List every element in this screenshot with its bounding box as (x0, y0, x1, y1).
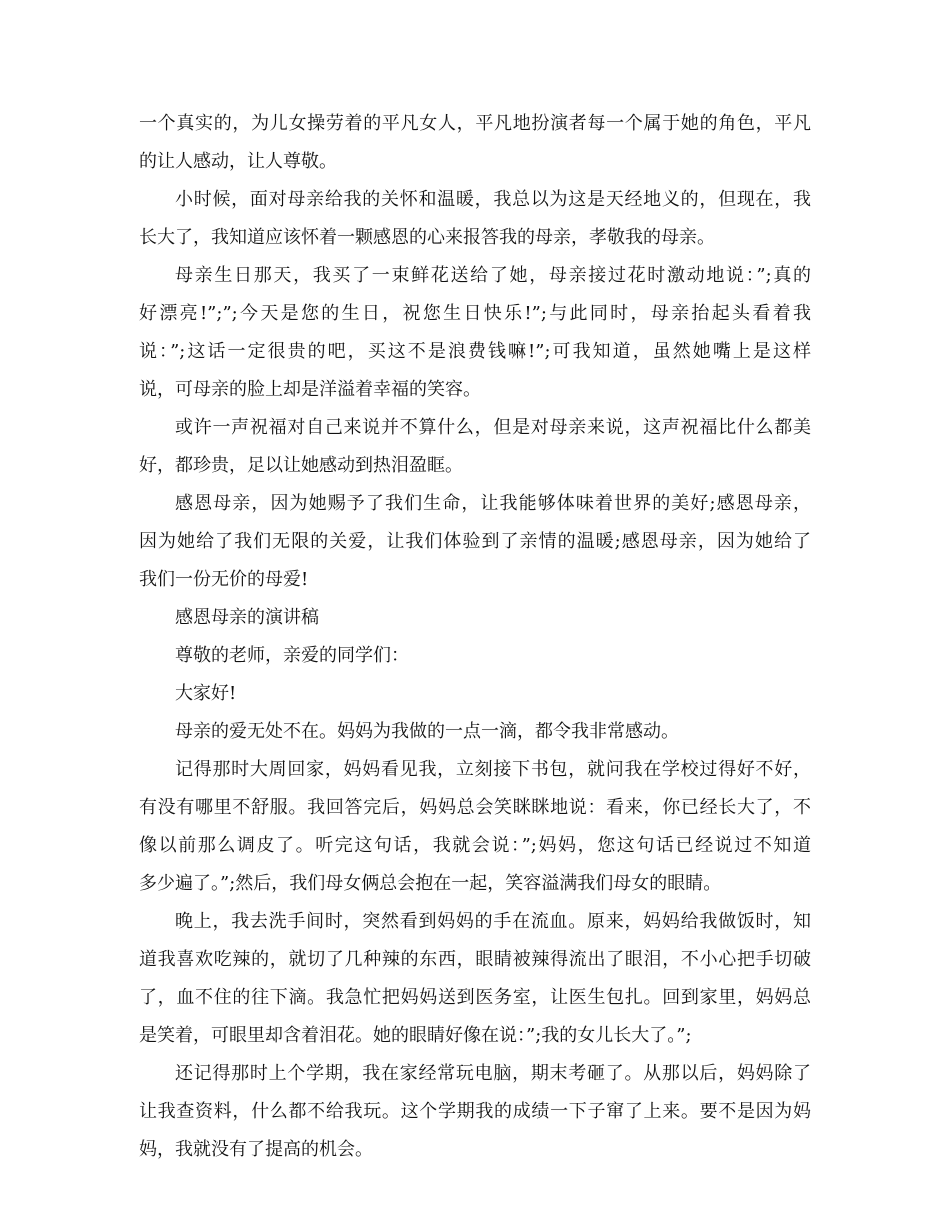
document-body (139, 105, 811, 1169)
text-line: 说：”;这话一定很贵的吧，买这不是浪费钱嘛!”;可我知道，虽然她嘴上是这样 (139, 341, 811, 362)
text-line: 好漂亮!”;”;今天是您的生日，祝您生日快乐!”;与此同时，母亲抬起头看着我 (139, 303, 811, 324)
text-line: 小时候，面对母亲给我的关怀和温暖，我总以为这是天经地义的，但现在，我 (175, 189, 811, 210)
text-line: 感恩母亲，因为她赐予了我们生命，让我能够体味着世界的美好;感恩母亲， (175, 493, 811, 514)
text-line: 是笑着，可眼里却含着泪花。她的眼睛好像在说：”;我的女儿长大了。”; (139, 1025, 692, 1046)
text-line: 晚上，我去洗手间时，突然看到妈妈的手在流血。原来，妈妈给我做饭时，知 (175, 911, 811, 932)
text-line: 还记得那时上个学期，我在家经常玩电脑，期末考砸了。从那以后，妈妈除了 (175, 1063, 811, 1084)
text-line: 多少遍了。”;然后，我们母女俩总会抱在一起，笑容溢满我们母女的眼睛。 (139, 873, 722, 894)
text-line: 像以前那么调皮了。听完这句话，我就会说：”;妈妈，您这句话已经说过不知道 (139, 835, 811, 856)
salutation: 尊敬的老师，亲爱的同学们： (175, 645, 409, 666)
text-line: 或许一声祝福对自己来说并不算什么，但是对母亲来说，这声祝福比什么都美 (175, 417, 811, 438)
text-line: 母亲的爱无处不在。妈妈为我做的一点一滴，都令我非常感动。 (175, 721, 679, 742)
text-line: 说，可母亲的脸上却是洋溢着幸福的笑容。 (139, 379, 481, 400)
text-line: 道我喜欢吃辣的，就切了几种辣的东西，眼睛被辣得流出了眼泪，不小心把手切破 (139, 949, 811, 970)
text-line: 母亲生日那天，我买了一束鲜花送给了她，母亲接过花时激动地说：”;真的 (175, 265, 811, 286)
text-line: 我们一份无价的母爱! (139, 569, 309, 590)
section-title: 感恩母亲的演讲稿 (175, 607, 319, 628)
text-line: 的让人感动，让人尊敬。 (139, 151, 337, 172)
text-line: 因为她给了我们无限的关爱，让我们体验到了亲情的温暖;感恩母亲，因为她给了 (139, 531, 811, 552)
text-line: 了，血不住的往下滴。我急忙把妈妈送到医务室，让医生包扎。回到家里，妈妈总 (139, 987, 811, 1008)
text-line: 好，都珍贵，足以让她感动到热泪盈眶。 (139, 455, 463, 476)
text-line: 让我查资料，什么都不给我玩。这个学期我的成绩一下子窜了上来。要不是因为妈 (139, 1101, 811, 1122)
greeting: 大家好! (175, 683, 237, 704)
text-line: 有没有哪里不舒服。我回答完后，妈妈总会笑眯眯地说：看来，你已经长大了，不 (139, 797, 811, 818)
text-line: 长大了，我知道应该怀着一颗感恩的心来报答我的母亲，孝敬我的母亲。 (139, 227, 715, 248)
text-line: 一个真实的，为儿女操劳着的平凡女人，平凡地扮演者每一个属于她的角色，平凡 (139, 113, 811, 134)
text-line: 妈，我就没有了提高的机会。 (139, 1139, 373, 1160)
text-line: 记得那时大周回家，妈妈看见我，立刻接下书包，就问我在学校过得好不好， (175, 759, 811, 780)
